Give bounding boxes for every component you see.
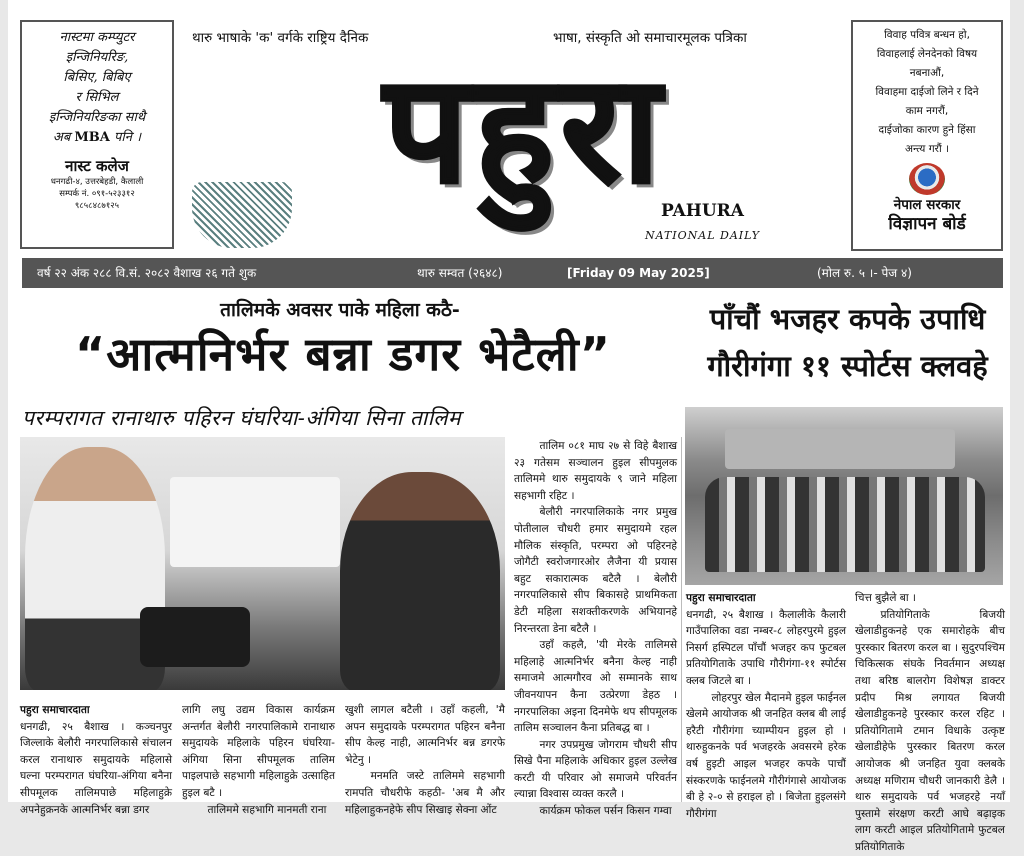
issue-number: वर्ष २२ अंक २८८ वि.सं. २०८२ वैशाख २६ गते शुक (37, 266, 257, 280)
paragraph: तालिम ०८१ माघ २७ से विहे बैशाख २३ गतेसम सञ्चालन हुइल सीपमुलक तालिममे थारु समुदायके ९ जाने महिला सहभागी रहिट । (514, 440, 677, 502)
story2-headline-line: गौरीगंगा ११ स्पोर्टस क्लवहे (707, 349, 988, 383)
story1-headline: “आत्मनिर्भर बन्ना डगर भेटैली” (75, 327, 611, 381)
issue-info-bar (22, 258, 1003, 288)
story2-column-2 (855, 590, 1005, 856)
tharu-year: थारु सम्वत (२६४८) (417, 266, 503, 280)
tagline-left: थारु भाषाके 'क' वर्गके राष्ट्रिय दैनिक (192, 30, 369, 46)
team-group (705, 477, 985, 572)
column-divider (681, 437, 682, 802)
ad-line: र सिभिल (75, 90, 119, 105)
story2-column-1 (686, 590, 846, 822)
masthead-logo: पहुरा (383, 43, 667, 217)
paragraph: तालिममे सहभागि मानमती राना (207, 803, 327, 816)
college-address: धनगढी-४, उत्तरबेहडी, कैलाली (50, 177, 144, 187)
masthead-subtitle-en: NATIONAL DAILY (644, 229, 760, 242)
ad-mba: MBA (74, 130, 110, 145)
government-advertisement (851, 20, 1003, 251)
college-mobile: ९८५८४८७१२५ (74, 201, 120, 211)
ad-line-mba (25, 128, 169, 148)
story1-column-4 (514, 438, 677, 820)
story1-column-3 (345, 702, 505, 818)
banner (170, 477, 340, 567)
ad-line: नबनाऔं, (909, 67, 945, 79)
byline: पहुरा समाचारदाता (20, 704, 90, 716)
paragraph: कार्यक्रम फोकल पर्सन किसन गम्वा (539, 805, 672, 818)
story2-headline-line: पाँचौं भजहर कपके उपाधि (709, 302, 986, 336)
ad-line: विवाहमा दाईजो लिने र दिने (875, 86, 979, 98)
story1-column-2 (182, 702, 335, 818)
ad-line: काम नगरौं, (905, 105, 949, 117)
paragraph: धनगढी, २५ बैशाख । कञ्चनपुर जिल्लाके बेलौरी नगरपालिकासे संचालन करल रानाथारु समुदायके महिलासे घल्ना परम्परागत घंघरिया-अंगिया बनैना सीपमूलक तालिमपाछे महिलाहुक्रे अपनेहुक्रनके आत्मनिर्भर बन्ना डगर (20, 720, 172, 816)
college-name: नास्ट कलेज (65, 157, 129, 175)
college-phone: सम्पर्क नं. ०९१-५२३३१२ (59, 189, 135, 199)
paragraph: लागि लघु उद्यम विकास कार्यक्रम अन्तर्गत बेलौरी नगरपालिकामे रानाथारु समुदायके महिलाके पहिरन घंघरिया-अंगिया सिना सीपमूलक तालिम पाइलपाछे सहभागी महिलाहुक्रे उत्साहित हुइल बटै । (182, 704, 335, 799)
paragraph: नगर उपप्रमुख जोगराम चौधरी सीप सिखे पैना महिलाके अधिकार हुइल उल्लेख करटी यी परिवार ओ समाजमे परिवर्तन ल्यान्ना विश्वास व्यक्त करलै । (514, 738, 677, 801)
ad-line: अन्त्य गरौं । (905, 143, 949, 155)
story2-headline (690, 296, 1005, 390)
basket-illustration (192, 182, 292, 248)
ad-text: अब (52, 130, 71, 145)
price-page: (मोल रु. ५ ।- पेज ४) (817, 266, 912, 280)
paragraph: उहाँ कहलै, 'यी मेरके तालिमसे महिलाहे आत्मनिर्भर बनैना केल्ह नाही समाजमे आत्मगौरव ओ सम्मानके साथ जीवनयापन कैना उत्प्रेरणा डेहठ । नगरपालिका अइना दिनमेफे थप सीपमूलक तालिम सञ्चालन कैना प्रतिबद्ध बा । (514, 639, 677, 735)
byline: पहुरा समाचारदाता (686, 592, 756, 604)
paragraph: मनमति जस्टे तालिममे सहभागी रामपति चौधरीफे कहठी- 'अब मै और महिलाहुकनहेफे सीप सिखाइ सेक्ना ओंट (345, 770, 505, 816)
paragraph: चित्त बुझैले बा । (855, 592, 916, 604)
story1-subhead: परम्परागत रानाथारु पहिरन घंघरिया-अंगिया सिना तालिम (22, 406, 462, 430)
ad-line: विवाह पवित्र बन्धन हो, (884, 29, 970, 41)
masthead-name-en: PAHURA (661, 201, 744, 221)
tent (725, 429, 955, 469)
paragraph: बेलौरी नगरपालिकाके नगर प्रमुख पोतीलाल चौधरी हमार समुदायमे रहल मौलिक संस्कृति, परम्परा ओ पहिरनहे जोगैटी स्वरोजगारओर लैजैना यी प्रयास बहुट सकारात्मक बटैलै । बेलौरी नगरपालिकासे सीप बिकासहे प्राथमिकता डेटी महिला सशक्तीकरणके अभियानहे निरन्तरता डेना बटैलै । (514, 506, 677, 635)
ad-line: इन्जिनियरिङ, (65, 50, 129, 65)
ad-line: दाईजोका कारण हुने हिंसा (878, 124, 976, 136)
ad-line: विवाहलाई लेनदेनको विषय (876, 48, 978, 60)
ad-line: नास्टमा कम्प्युटर (59, 30, 135, 45)
paragraph: लोहरपुर खेल मैदानमे हुइल फाईनल खेलमे आयोजक श्री जनहित क्लब बी लाई हरैटी गौरीगंगा च्याम्पीयन हुइल हो । थारुहुकनके पर्व भजहरके अवसरमे हरेक वर्ष हुइटी आइल भजहर कपके पाचौं संस्करणके फाईनलमे गौरीगंगासे आयोजक बी हे २-० से हराइल हो । बिजेता हुइलसंगे गौरीगंगा (686, 691, 846, 820)
paragraph: प्रतियोगिताके बिजयी खेलाडीहुकनहे एक समारोहके बीच पुरस्कार बितरण करल बा । सुदुरपश्चिम चिकित्सक संघके निवर्तमान अध्यक्ष तथा बरिष्ठ बालरोग विशेषज्ञ डाक्टर प्रदीप मिश्र लगायत बिजयी खेलाडीहुकनहे पुरस्कार करल रहिट । प्रतियोगितामे टमान विधाके उत्कृष्ट खेलाडीहेफे पुरस्कार बितरण करल आयोजक श्री जनहित युवा क्लबके अध्यक्ष मणिराम चौधरी जानकारी डेलै । थारु समुदायके पर्व भजहरहे नयाँ पुस्तामे संरक्षण करटी आघे बढ़ाइक लाग करटी आइल प्रतियोगितामे फुटबल प्रतियोगिताके (855, 608, 1005, 853)
sewing-machine (140, 607, 250, 667)
story1-column-1 (20, 702, 172, 818)
training-photo (20, 437, 505, 690)
english-date: [Friday 09 May 2025] (567, 266, 710, 280)
woman-figure (340, 472, 500, 690)
nepal-emblem-icon (909, 163, 945, 195)
ad-line: बिसिए, बिबिए (63, 70, 131, 85)
paragraph: खुशी लागल बटैली । उहाँ कहली, 'मै अपन समुदायके परम्परागत पहिरन बनैना सीप केल्ह नाही, आत्मनिर्भर बन्न डगरफे भेटेनु । (345, 704, 505, 766)
gov-label: नेपाल सरकार (893, 197, 961, 213)
board-label: विज्ञापन बोर्ड (888, 214, 966, 234)
story1-kicker: तालिमके अवसर पाके महिला कठै- (220, 299, 460, 321)
college-advertisement (20, 20, 174, 249)
paragraph: धनगढी, २५ बैशाख । कैलालीके कैलारी गाउँपालिका वडा नम्बर-८ लोहरपुरमे हुइल निसर्ग हस्पिटल पाँचौं भजहर कप फुटबल प्रतियोगिताके उपाधि गौरीगंगा-११ स्पोर्टस क्लब जिटले बा । (686, 608, 846, 687)
ad-line: इन्जिनियरिङका साथै (48, 110, 146, 125)
football-team-photo (685, 407, 1003, 585)
tagline-right: भाषा, संस्कृति ओ समाचारमूलक पत्रिका (553, 30, 747, 46)
ad-text: पनि । (114, 130, 142, 145)
